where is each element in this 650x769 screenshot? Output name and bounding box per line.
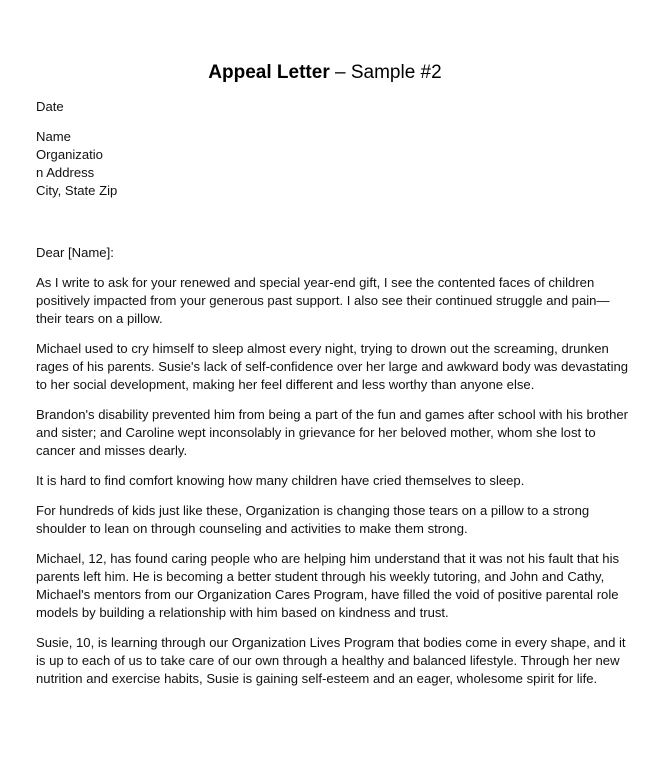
address-line-2: n Address [36,165,95,180]
paragraph-1: As I write to ask for your renewed and special year-end gift, I see the contented faces of children positively impacted from your generous past support. I also see their continued struggle and pain—their tears on a pillow. [36,275,610,326]
letter-body [36,98,630,688]
salutation: Dear [Name]: [36,245,114,260]
title-main: Appeal Letter [208,62,330,83]
paragraph-7: Susie, 10, is learning through our Organization Lives Program that bodies come in every shape, and it is up to each of us to take care of our own through a healthy and balanced lifestyle. Through her new nutrition and exercise habits, Susie is gaining self-esteem and an eager, wholesome spirit for life. [36,635,626,686]
address-block [36,128,630,200]
address-name: Name [36,129,71,144]
paragraph-5: For hundreds of kids just like these, Organization is changing those tears on a pillow to a strong shoulder to lean on through counseling and activities to make them strong. [36,503,590,536]
paragraph-4: It is hard to find comfort knowing how many children have cried themselves to sleep. [36,473,525,488]
address-line-1: Organizatio [36,147,103,162]
paragraph-6: Michael, 12, has found caring people who are helping him understand that it was not his fault that his parents left him. He is becoming a better student through his weekly tutoring, and John and Cathy, Michael's mentors from our Organization Cares Program, have filled the void of positive parental role models by building a relationship with him based on kindness and trust. [36,551,620,620]
page-title [0,60,650,86]
date-label: Date [36,99,64,114]
paragraph-2: Michael used to cry himself to sleep almost every night, trying to drown out the screaming, drunken rages of his parents. Susie's lack of self-confidence over her large and awkward body was devastating to her social development, making her feel different and less worthy than anyone else. [36,341,629,392]
address-line-3: City, State Zip [36,183,118,198]
paragraph-3: Brandon's disability prevented him from being a part of the fun and games after school with his brother and sister; and Caroline wept inconsolably in grievance for her beloved mother, whom she lost to cancer and misses dearly. [36,407,629,458]
title-suffix: – Sample #2 [329,62,442,83]
